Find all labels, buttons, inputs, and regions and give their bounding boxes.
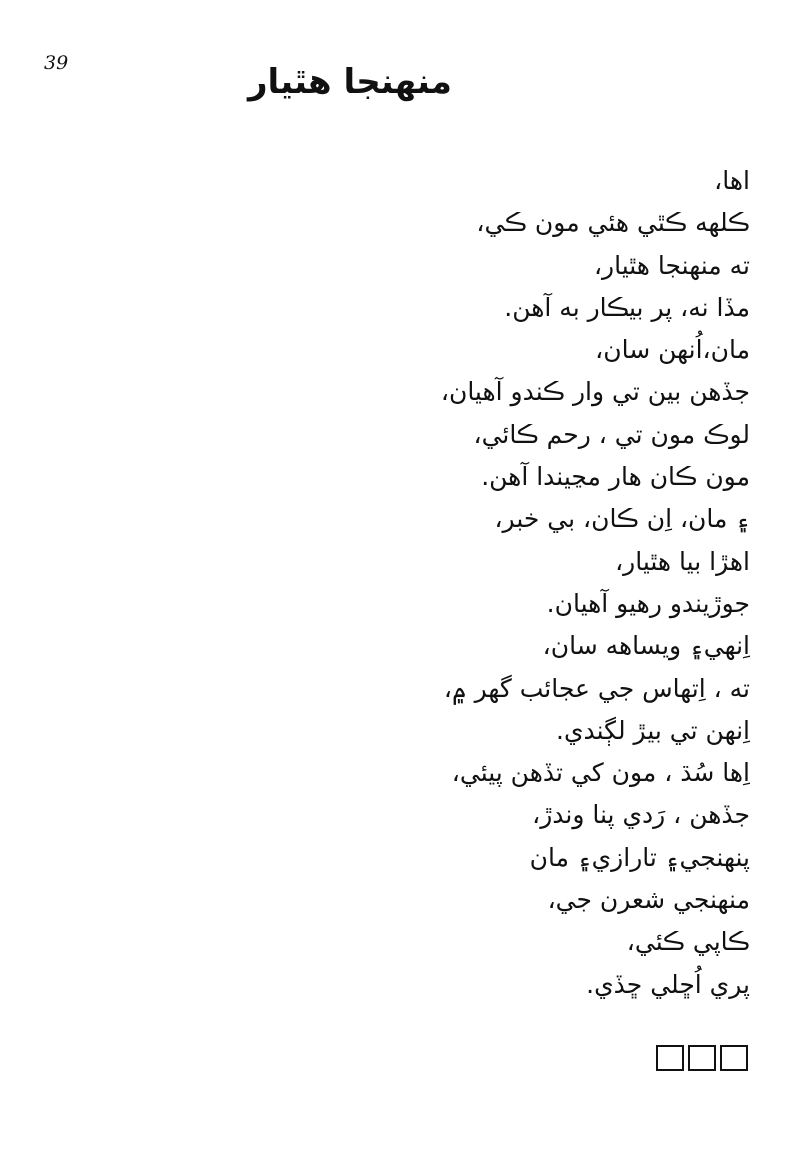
- page-number: 39: [44, 52, 69, 74]
- poem-line: جڏهن بين تي وار ڪندو آهيان،: [440, 377, 750, 407]
- poem-line: مون ڪان هار مڃيندا آهن.: [481, 462, 750, 492]
- poem-line: مان،اُنهن سان،: [595, 335, 750, 365]
- poem-line: اها،: [714, 166, 750, 195]
- poem-line: ڪلهه ڪٿي هئي مون ڪي،: [476, 208, 750, 238]
- poem-line: ته ، اِتهاس جي عجائب گهر ۾،: [443, 673, 750, 703]
- poem-line: ۽ مان، اِن ڪان، بي خبر،: [494, 504, 750, 534]
- poem-line: پري اُڇلي ڇڏي.: [586, 969, 750, 999]
- poem-line: منهنجي شعرن جي،: [547, 885, 750, 915]
- poem-line: ته منهنجا هٿيار،: [593, 250, 750, 280]
- poem-body: [250, 160, 750, 1006]
- page-title: منهنجا هٿيار: [247, 62, 452, 102]
- poem-line: ڪاپي ڪئي،: [626, 927, 750, 957]
- poem-line: لوڪ مون تي ، رحم ڪائي،: [473, 419, 750, 449]
- end-mark-icon: [656, 1045, 748, 1071]
- end-box: [688, 1045, 716, 1071]
- poem-line: جڏهن ، رَدي پنا وندڙ،: [532, 800, 750, 830]
- poem-line: پنهنجي۽ تارازي۽ مان: [529, 842, 750, 872]
- poem-line: اِها سُڌ ، مون کي تڏهن پيئي،: [451, 758, 750, 788]
- poem-line: جوڙيندو رهيو آهيان.: [546, 588, 750, 618]
- end-box: [720, 1045, 748, 1071]
- poem-line: اهڙا بيا هٿيار،: [615, 546, 750, 576]
- poem-line: اِنهي۽ ويساهه سان،: [542, 631, 750, 661]
- poem-line: اِنهن تي بيڙ لڳندي.: [556, 715, 750, 745]
- end-box: [656, 1045, 684, 1071]
- poem-line: مڏا نه، پر بيڪار به آهن.: [504, 292, 750, 322]
